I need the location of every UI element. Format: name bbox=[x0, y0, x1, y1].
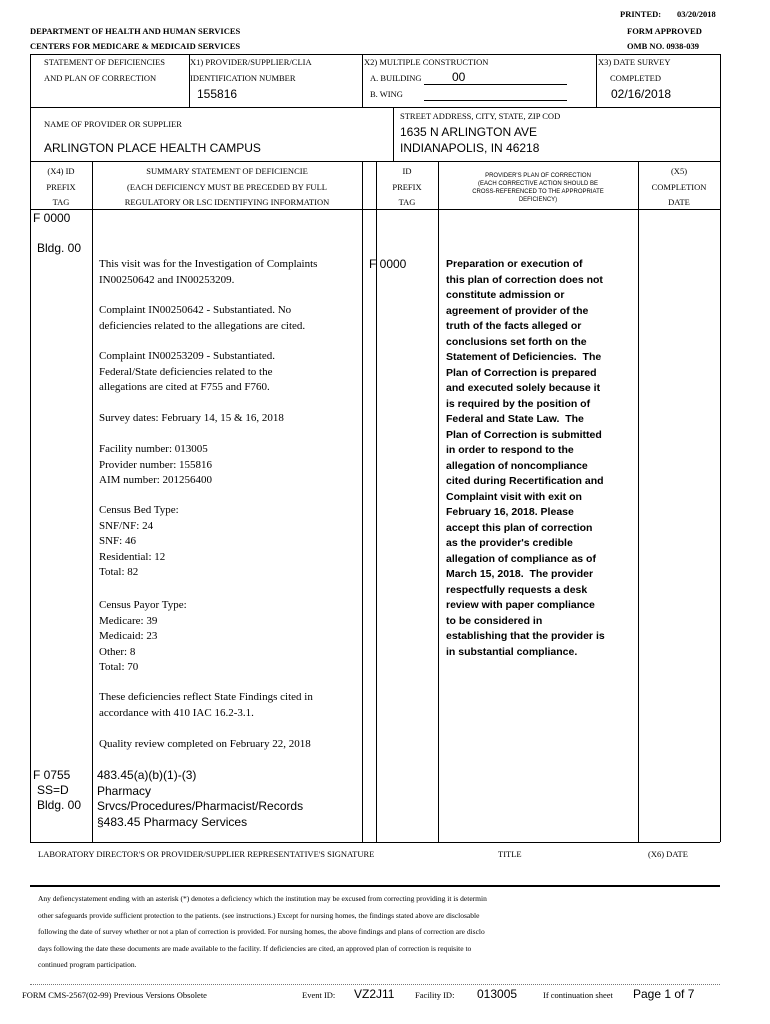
survey-date: 02/16/2018 bbox=[611, 87, 672, 101]
continuation-label: If continuation sheet bbox=[543, 990, 613, 1000]
facility-id-label: Facility ID: bbox=[415, 990, 455, 1000]
building-code-f0755: Bldg. 00 bbox=[37, 798, 82, 812]
building-value: 00 bbox=[452, 70, 466, 84]
provider-name: ARLINGTON PLACE HEALTH CAMPUS bbox=[44, 141, 261, 155]
summary-paragraph: Quality review completed on February 22, 2018 bbox=[99, 738, 311, 750]
summary-header: SUMMARY STATEMENT OF DEFICIENCIE bbox=[146, 166, 308, 176]
summary-paragraph: Complaint IN00253209 - Substantiated. Federal/State deficiencies related to the allegations are cited at F755 and F760. bbox=[99, 350, 275, 393]
provider-name-label: NAME OF PROVIDER OR SUPPLIER bbox=[44, 119, 182, 129]
plan-of-correction-text: Preparation or execution of this plan of correction does not constitute admission or agreement of provider of the truth of the facts alleged or conclusions set forth on the Statement of Deficiencies. The Plan of Correction is prepared and executed solely because it is required by the position of Federal and State Law. The Plan of Correction is submitted in order to respond to the allegation of noncompliance cited during Recertification and Complaint visit with exit on February 16, 2018. Please accept this plan of correction as the provider's credible allegation of compliance as of March 15, 2018. The provider respectfully requests a desk review with paper compliance to be considered in establishing that the provider is in substantial compliance. bbox=[446, 258, 605, 658]
x5-label: (X5) bbox=[670, 166, 688, 176]
completed-label: COMPLETED bbox=[610, 73, 661, 83]
printed-label: PRINTED: bbox=[620, 9, 662, 19]
department-name: DEPARTMENT OF HEALTH AND HUMAN SERVICES bbox=[30, 26, 241, 36]
statement-label: STATEMENT OF DEFICIENCIES bbox=[44, 57, 166, 67]
printed-date: 03/20/2018 bbox=[677, 9, 716, 19]
x1-label: X1) PROVIDER/SUPPLIER/CLIA bbox=[190, 57, 312, 67]
scope-severity: SS=D bbox=[37, 783, 69, 797]
plan-label: AND PLAN OF CORRECTION bbox=[44, 73, 157, 83]
x4-prefix-label: PREFIX bbox=[46, 182, 76, 192]
summary-paragraph: Complaint IN00250642 - Substantiated. No deficiencies related to the allegations are cited. bbox=[99, 304, 306, 332]
summary-paragraph: Survey dates: February 14, 15 & 16, 2018 bbox=[99, 412, 284, 424]
building-label: A. BUILDING bbox=[370, 73, 422, 83]
completion-label: COMPLETION bbox=[651, 182, 707, 192]
plan-header: PROVIDER'S PLAN OF CORRECTION bbox=[485, 173, 591, 179]
x4-tag-label: TAG bbox=[52, 197, 70, 207]
id-label: ID bbox=[402, 166, 412, 176]
summary-paragraph: This visit was for the Investigation of Complaints IN00250642 and IN00253209. bbox=[99, 258, 318, 286]
tag-f0755: F 0755 bbox=[33, 768, 71, 782]
summary-paragraph: Facility number: 013005 Provider number: 155816 AIM number: 201256400 bbox=[99, 443, 213, 486]
f0755-regulation: 483.45(a)(b)(1)-(3) Pharmacy Srvcs/Procedures/Pharmacist/Records §483.45 Pharmacy Services bbox=[97, 768, 304, 829]
form-number: FORM CMS-2567(02-99) Previous Versions Obsolete bbox=[22, 990, 207, 1000]
title-label: TITLE bbox=[498, 849, 522, 859]
x2-label: X2) MULTIPLE CONSTRUCTION bbox=[364, 57, 489, 67]
summary-subheader-2: REGULATORY OR LSC IDENTIFYING INFORMATION bbox=[124, 197, 330, 207]
address-line-1: 1635 N ARLINGTON AVE bbox=[400, 125, 537, 139]
omb-number: OMB NO. 0938-039 bbox=[627, 41, 700, 51]
plan-subheader-3: DEFICIENCY) bbox=[518, 197, 558, 203]
form-approved: FORM APPROVED bbox=[627, 26, 702, 36]
signature-date-label: (X6) DATE bbox=[648, 849, 688, 859]
plan-subheader-1: (EACH CORRECTIVE ACTION SHOULD BE bbox=[477, 181, 599, 187]
building-code: Bldg. 00 bbox=[37, 241, 82, 255]
x4-id-label: (X4) ID bbox=[47, 166, 75, 176]
event-id-value: VZ2J11 bbox=[354, 987, 395, 1001]
summary-subheader: (EACH DEFICIENCY MUST BE PRECEDED BY FULL bbox=[127, 182, 327, 192]
signature-label: LABORATORY DIRECTOR'S OR PROVIDER/SUPPLIER REPRESENTATIVE'S SIGNATURE bbox=[38, 849, 375, 859]
x1-id-label: IDENTIFICATION NUMBER bbox=[190, 73, 296, 83]
address-label: STREET ADDRESS, CITY, STATE, ZIP COD bbox=[400, 111, 561, 121]
x3-label: X3) DATE SURVEY bbox=[598, 57, 671, 67]
disclaimer-text: Any defiencystatement ending with an asterisk (*) denotes a deficiency which the institution may be excused from correcting providing it is determin other safeguards provide sufficient protection to the patients. (see instructions.) Except for nursing homes, the findings stated above are disclosable following the date of survey whether or not a plan of correction is provided. For nursing homes, the above findings and plans of correction are disclo days following the date these documents are made available to the facility. If deficiencies are cited, an approved plan of correction is requisite to continued program participation. bbox=[38, 894, 487, 969]
prefix-label: PREFIX bbox=[392, 182, 422, 192]
tag-label: TAG bbox=[398, 197, 416, 207]
facility-id-value: 013005 bbox=[477, 987, 518, 1001]
wing-label: B. WING bbox=[370, 89, 403, 99]
summary-paragraph: Census Bed Type: SNF/NF: 24 SNF: 46 Residential: 12 Total: 82 bbox=[99, 504, 179, 578]
tag-f0000: F 0000 bbox=[33, 211, 71, 225]
plan-subheader-2: CROSS-REFERENCED TO THE APPROPRIATE bbox=[472, 189, 604, 195]
provider-number: 155816 bbox=[197, 87, 238, 101]
plan-tag: F 0000 bbox=[369, 257, 407, 271]
summary-paragraph: These deficiencies reflect State Findings cited in accordance with 410 IAC 16.2-3.1. bbox=[99, 691, 313, 719]
address-line-2: INDIANAPOLIS, IN 46218 bbox=[400, 141, 540, 155]
centers-name: CENTERS FOR MEDICARE & MEDICAID SERVICES bbox=[30, 41, 241, 51]
summary-paragraph: Census Payor Type: Medicare: 39 Medicaid: 23 Other: 8 Total: 70 bbox=[99, 599, 187, 673]
date-label: DATE bbox=[668, 197, 690, 207]
page-number: Page 1 of 7 bbox=[633, 987, 695, 1001]
event-id-label: Event ID: bbox=[302, 990, 336, 1000]
